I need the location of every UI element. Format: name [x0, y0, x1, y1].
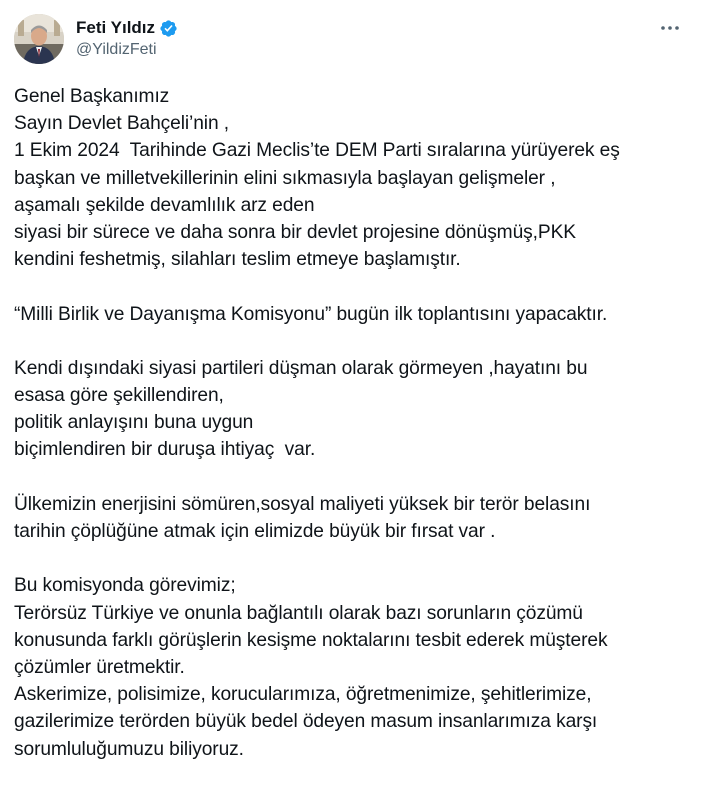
paragraph-gap	[14, 328, 690, 355]
paragraph-gap	[14, 545, 690, 572]
tweet-line: Askerimize, polisimize, korucularımıza, öğretmenimize, şehitlerimize,	[14, 684, 592, 706]
verified-badge-icon	[159, 19, 178, 38]
tweet-line: Genel Başkanımız	[14, 86, 170, 107]
tweet-line: Ülkemizin enerjisini sömüren,sosyal maliyeti yüksek bir terör belasını	[14, 493, 591, 515]
author-names	[76, 16, 178, 59]
avatar-photo	[14, 14, 64, 64]
tweet-line: başkan ve milletvekillerinin elini sıkmasıyla başlayan gelişmeler ,	[14, 167, 556, 189]
tweet-paragraph	[14, 355, 690, 464]
tweet-line: 1 Ekim 2024 Tarihinde Gazi Meclis’te DEM Parti sıralarına yürüyerek eş	[14, 140, 620, 162]
more-options-button[interactable]	[656, 16, 684, 40]
tweet-line: kendini feshetmiş, silahları teslim etmeye başlamıştır.	[14, 249, 461, 271]
tweet-line: “Milli Birlik ve Dayanışma Komisyonu” bugün ilk toplantısını yapacaktır.	[14, 303, 608, 325]
tweet-header	[14, 14, 688, 68]
tweet-line: tarihin çöplüğüne atmak için elimizde büyük bir fırsat var .	[14, 521, 496, 542]
more-options-icon	[660, 25, 680, 31]
tweet-line: çözümler üretmektir.	[14, 656, 185, 678]
tweet-line: gazilerimize terörden büyük bedel ödeyen masum insanlarımıza karşı	[14, 711, 598, 733]
tweet-line: konusunda farklı görüşlerin kesişme noktalarını tesbit ederek müşterek	[14, 629, 608, 651]
tweet-text	[14, 83, 690, 763]
tweet-line: siyasi bir sürece ve daha sonra bir devlet projesine dönüşmüş,PKK	[14, 221, 576, 243]
paragraph-gap	[14, 273, 690, 300]
tweet-line: biçimlendiren bir duruşa ihtiyaç var.	[14, 439, 316, 461]
author-display-name[interactable]: Feti Yıldız	[76, 18, 156, 37]
tweet-paragraph	[14, 301, 690, 328]
tweet-line: Kendi dışındaki siyasi partileri düşman olarak görmeyen ,hayatını bu	[14, 357, 588, 379]
tweet-line: Bu komisyonda görevimiz;	[14, 575, 236, 597]
paragraph-gap	[14, 464, 690, 491]
tweet-paragraph	[14, 83, 690, 273]
tweet-paragraph	[14, 491, 690, 545]
author-handle[interactable]: @YildizFeti	[76, 41, 157, 58]
tweet-line: esasa göre şekillendiren,	[14, 385, 224, 407]
display-name-row	[76, 16, 178, 40]
tweet-line: Terörsüz Türkiye ve onunla bağlantılı olarak bazı sorunların çözümü	[14, 602, 583, 624]
tweet-paragraph	[14, 572, 690, 762]
tweet-line: Sayın Devlet Bahçeli’nin ,	[14, 113, 229, 135]
tweet-line: aşamalı şekilde devamlılık arz eden	[14, 194, 315, 216]
tweet-line: politik anlayışını buna uygun	[14, 412, 254, 434]
tweet-line: sorumluluğumuzu biliyoruz.	[14, 738, 244, 760]
avatar[interactable]	[14, 14, 64, 64]
